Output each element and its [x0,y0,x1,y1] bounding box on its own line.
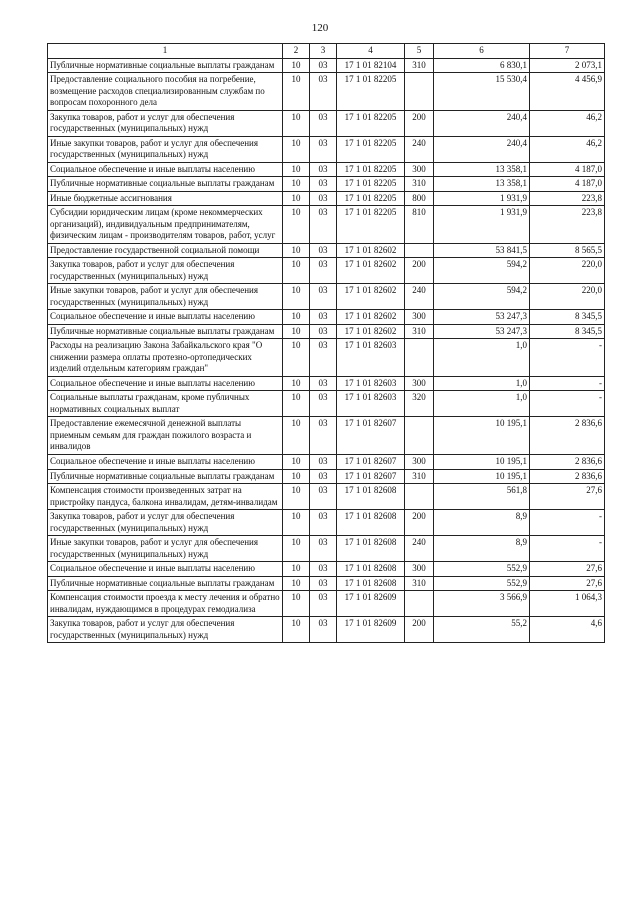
table-row [48,510,605,536]
row-subsection-cell: 03 [310,258,337,284]
row-target-article-cell: 17 1 01 82205 [337,162,405,177]
column-number-row [48,44,605,59]
row-section-cell: 10 [283,510,310,536]
table-row [48,177,605,192]
row-amount-col7-cell: 46,2 [530,136,605,162]
column-number-7: 7 [530,44,605,59]
row-expense-type-cell: 240 [405,136,434,162]
row-section-cell: 10 [283,417,310,455]
row-target-article-cell: 17 1 01 82104 [337,58,405,73]
row-amount-col7-cell: 2 836,6 [530,417,605,455]
row-subsection-cell: 03 [310,206,337,244]
row-target-article-cell: 17 1 01 82609 [337,591,405,617]
row-amount-col7-cell: 4 187,0 [530,162,605,177]
row-amount-col6-cell: 10 195,1 [434,417,530,455]
row-subsection-cell: 03 [310,484,337,510]
row-expense-type-cell: 240 [405,536,434,562]
row-target-article-cell: 17 1 01 82602 [337,324,405,339]
row-name-cell: Закупка товаров, работ и услуг для обеспечения государственных (муниципальных) нужд [48,510,283,536]
row-name-cell: Публичные нормативные социальные выплаты гражданам [48,469,283,484]
table-row [48,617,605,643]
row-section-cell: 10 [283,243,310,258]
row-section-cell: 10 [283,58,310,73]
row-amount-col6-cell: 1,0 [434,339,530,377]
row-amount-col7-cell: 223,8 [530,191,605,206]
table-row [48,136,605,162]
row-amount-col6-cell: 594,2 [434,258,530,284]
row-name-cell: Субсидии юридическим лицам (кроме некоммерческих организаций), индивидуальным предпринимателям, физическим лицам - производителям товаров, работ, услуг [48,206,283,244]
row-name-cell: Иные закупки товаров, работ и услуг для обеспечения государственных (муниципальных) нужд [48,284,283,310]
row-expense-type-cell: 300 [405,162,434,177]
table-row [48,191,605,206]
row-amount-col6-cell: 240,4 [434,110,530,136]
row-amount-col7-cell: 223,8 [530,206,605,244]
row-amount-col7-cell: 4 456,9 [530,73,605,111]
column-number-4: 4 [337,44,405,59]
row-section-cell: 10 [283,258,310,284]
row-amount-col7-cell: - [530,376,605,391]
row-expense-type-cell: 240 [405,284,434,310]
row-section-cell: 10 [283,162,310,177]
table-row [48,376,605,391]
row-section-cell: 10 [283,310,310,325]
row-amount-col6-cell: 55,2 [434,617,530,643]
row-amount-col6-cell: 53 247,3 [434,324,530,339]
row-expense-type-cell: 310 [405,469,434,484]
row-subsection-cell: 03 [310,510,337,536]
row-section-cell: 10 [283,73,310,111]
column-number-6: 6 [434,44,530,59]
row-section-cell: 10 [283,454,310,469]
table-row [48,417,605,455]
column-number-2: 2 [283,44,310,59]
row-name-cell: Закупка товаров, работ и услуг для обеспечения государственных (муниципальных) нужд [48,110,283,136]
row-expense-type-cell [405,243,434,258]
page-number: 120 [311,22,329,34]
row-amount-col6-cell: 13 358,1 [434,177,530,192]
row-section-cell: 10 [283,484,310,510]
row-subsection-cell: 03 [310,162,337,177]
row-amount-col7-cell: 1 064,3 [530,591,605,617]
row-amount-col7-cell: 4,6 [530,617,605,643]
row-section-cell: 10 [283,339,310,377]
row-amount-col7-cell: 2 073,1 [530,58,605,73]
row-expense-type-cell: 300 [405,454,434,469]
row-subsection-cell: 03 [310,73,337,111]
row-amount-col6-cell: 561,8 [434,484,530,510]
row-name-cell: Публичные нормативные социальные выплаты гражданам [48,576,283,591]
table-row [48,58,605,73]
row-amount-col6-cell: 53 247,3 [434,310,530,325]
row-name-cell: Предоставление ежемесячной денежной выплаты приемным семьям для граждан пожилого возраста и инвалидов [48,417,283,455]
column-number-5: 5 [405,44,434,59]
budget-table [47,43,605,643]
row-section-cell: 10 [283,324,310,339]
row-expense-type-cell: 300 [405,376,434,391]
row-target-article-cell: 17 1 01 82205 [337,191,405,206]
row-subsection-cell: 03 [310,576,337,591]
row-name-cell: Публичные нормативные социальные выплаты гражданам [48,58,283,73]
row-subsection-cell: 03 [310,136,337,162]
row-amount-col6-cell: 1,0 [434,376,530,391]
row-amount-col7-cell: 220,0 [530,284,605,310]
row-subsection-cell: 03 [310,376,337,391]
row-subsection-cell: 03 [310,58,337,73]
row-amount-col6-cell: 3 566,9 [434,591,530,617]
row-name-cell: Закупка товаров, работ и услуг для обеспечения государственных (муниципальных) нужд [48,258,283,284]
row-target-article-cell: 17 1 01 82608 [337,484,405,510]
table-row [48,391,605,417]
row-amount-col6-cell: 53 841,5 [434,243,530,258]
table-row [48,284,605,310]
row-name-cell: Иные закупки товаров, работ и услуг для обеспечения государственных (муниципальных) нужд [48,136,283,162]
row-section-cell: 10 [283,576,310,591]
row-target-article-cell: 17 1 01 82607 [337,469,405,484]
table-row [48,562,605,577]
row-expense-type-cell [405,339,434,377]
row-expense-type-cell: 310 [405,324,434,339]
row-expense-type-cell: 310 [405,177,434,192]
row-amount-col6-cell: 13 358,1 [434,162,530,177]
row-amount-col6-cell: 6 830,1 [434,58,530,73]
row-amount-col7-cell: 2 836,6 [530,469,605,484]
row-amount-col6-cell: 240,4 [434,136,530,162]
row-section-cell: 10 [283,110,310,136]
row-amount-col7-cell: - [530,339,605,377]
row-section-cell: 10 [283,562,310,577]
table-row [48,469,605,484]
row-section-cell: 10 [283,206,310,244]
table-row [48,339,605,377]
row-amount-col6-cell: 594,2 [434,284,530,310]
row-subsection-cell: 03 [310,243,337,258]
row-section-cell: 10 [283,469,310,484]
table-row [48,258,605,284]
row-name-cell: Расходы на реализацию Закона Забайкальского края "О снижении размера оплаты протезно-ортопедических изделий отдельным категориям граждан" [48,339,283,377]
row-amount-col7-cell: - [530,391,605,417]
row-amount-col7-cell: 8 345,5 [530,324,605,339]
row-name-cell: Предоставление социального пособия на погребение, возмещение расходов специализированным службам по вопросам похоронного дела [48,73,283,111]
row-target-article-cell: 17 1 01 82608 [337,576,405,591]
row-name-cell: Компенсация стоимости произведенных затрат на пристройку пандуса, балкона инвалидам, детям-инвалидам [48,484,283,510]
row-subsection-cell: 03 [310,191,337,206]
row-name-cell: Иные бюджетные ассигнования [48,191,283,206]
column-number-1: 1 [48,44,283,59]
row-section-cell: 10 [283,191,310,206]
row-target-article-cell: 17 1 01 82608 [337,536,405,562]
row-amount-col6-cell: 1 931,9 [434,191,530,206]
table-row [48,324,605,339]
row-target-article-cell: 17 1 01 82603 [337,376,405,391]
row-target-article-cell: 17 1 01 82608 [337,562,405,577]
row-expense-type-cell [405,417,434,455]
row-subsection-cell: 03 [310,284,337,310]
row-subsection-cell: 03 [310,562,337,577]
row-expense-type-cell: 810 [405,206,434,244]
row-expense-type-cell [405,73,434,111]
row-expense-type-cell: 310 [405,58,434,73]
table-row [48,576,605,591]
row-subsection-cell: 03 [310,310,337,325]
table-body [48,58,605,643]
row-target-article-cell: 17 1 01 82602 [337,310,405,325]
row-amount-col7-cell: 4 187,0 [530,177,605,192]
row-amount-col7-cell: 27,6 [530,484,605,510]
row-subsection-cell: 03 [310,469,337,484]
row-subsection-cell: 03 [310,536,337,562]
row-target-article-cell: 17 1 01 82603 [337,391,405,417]
row-section-cell: 10 [283,284,310,310]
row-subsection-cell: 03 [310,417,337,455]
row-target-article-cell: 17 1 01 82602 [337,284,405,310]
row-name-cell: Социальное обеспечение и иные выплаты населению [48,562,283,577]
column-number-3: 3 [310,44,337,59]
row-amount-col6-cell: 10 195,1 [434,454,530,469]
table-row [48,454,605,469]
row-expense-type-cell: 300 [405,310,434,325]
row-amount-col6-cell: 552,9 [434,576,530,591]
row-subsection-cell: 03 [310,324,337,339]
row-amount-col7-cell: - [530,536,605,562]
row-name-cell: Закупка товаров, работ и услуг для обеспечения государственных (муниципальных) нужд [48,617,283,643]
table-row [48,591,605,617]
row-expense-type-cell [405,484,434,510]
row-subsection-cell: 03 [310,617,337,643]
row-expense-type-cell: 320 [405,391,434,417]
row-expense-type-cell: 310 [405,576,434,591]
row-target-article-cell: 17 1 01 82603 [337,339,405,377]
row-expense-type-cell: 200 [405,617,434,643]
row-name-cell: Иные закупки товаров, работ и услуг для обеспечения государственных (муниципальных) нужд [48,536,283,562]
row-target-article-cell: 17 1 01 82205 [337,110,405,136]
table-row [48,162,605,177]
row-section-cell: 10 [283,536,310,562]
row-subsection-cell: 03 [310,110,337,136]
row-expense-type-cell: 200 [405,258,434,284]
row-expense-type-cell: 800 [405,191,434,206]
row-amount-col6-cell: 15 530,4 [434,73,530,111]
row-amount-col6-cell: 1,0 [434,391,530,417]
row-name-cell: Публичные нормативные социальные выплаты гражданам [48,324,283,339]
row-section-cell: 10 [283,591,310,617]
table-row [48,110,605,136]
row-section-cell: 10 [283,391,310,417]
table-row [48,536,605,562]
row-amount-col6-cell: 552,9 [434,562,530,577]
row-name-cell: Публичные нормативные социальные выплаты гражданам [48,177,283,192]
row-subsection-cell: 03 [310,177,337,192]
row-amount-col7-cell: 46,2 [530,110,605,136]
row-amount-col7-cell: 8 565,5 [530,243,605,258]
row-amount-col7-cell: 2 836,6 [530,454,605,469]
row-expense-type-cell: 300 [405,562,434,577]
row-section-cell: 10 [283,136,310,162]
row-target-article-cell: 17 1 01 82205 [337,73,405,111]
table-row [48,206,605,244]
table-row [48,484,605,510]
row-amount-col7-cell: 220,0 [530,258,605,284]
row-amount-col6-cell: 8,9 [434,510,530,536]
row-name-cell: Социальное обеспечение и иные выплаты населению [48,454,283,469]
row-amount-col7-cell: 27,6 [530,576,605,591]
row-expense-type-cell: 200 [405,510,434,536]
row-amount-col7-cell: 8 345,5 [530,310,605,325]
row-target-article-cell: 17 1 01 82607 [337,417,405,455]
row-expense-type-cell: 200 [405,110,434,136]
row-target-article-cell: 17 1 01 82608 [337,510,405,536]
row-target-article-cell: 17 1 01 82602 [337,243,405,258]
row-amount-col6-cell: 10 195,1 [434,469,530,484]
row-target-article-cell: 17 1 01 82205 [337,177,405,192]
row-target-article-cell: 17 1 01 82205 [337,136,405,162]
row-target-article-cell: 17 1 01 82602 [337,258,405,284]
row-name-cell: Предоставление государственной социальной помощи [48,243,283,258]
row-amount-col7-cell: - [530,510,605,536]
row-subsection-cell: 03 [310,454,337,469]
row-target-article-cell: 17 1 01 82607 [337,454,405,469]
table-row [48,73,605,111]
row-amount-col7-cell: 27,6 [530,562,605,577]
row-name-cell: Компенсация стоимости проезда к месту лечения и обратно инвалидам, нуждающимся в процедурах гемодиализа [48,591,283,617]
row-expense-type-cell [405,591,434,617]
row-name-cell: Социальное обеспечение и иные выплаты населению [48,310,283,325]
table-row [48,243,605,258]
row-target-article-cell: 17 1 01 82205 [337,206,405,244]
row-subsection-cell: 03 [310,591,337,617]
row-amount-col6-cell: 8,9 [434,536,530,562]
row-amount-col6-cell: 1 931,9 [434,206,530,244]
row-name-cell: Социальное обеспечение и иные выплаты населению [48,376,283,391]
row-target-article-cell: 17 1 01 82609 [337,617,405,643]
row-subsection-cell: 03 [310,391,337,417]
row-section-cell: 10 [283,376,310,391]
table-row [48,310,605,325]
row-name-cell: Социальное обеспечение и иные выплаты населению [48,162,283,177]
row-name-cell: Социальные выплаты гражданам, кроме публичных нормативных социальных выплат [48,391,283,417]
row-subsection-cell: 03 [310,339,337,377]
row-section-cell: 10 [283,177,310,192]
row-section-cell: 10 [283,617,310,643]
